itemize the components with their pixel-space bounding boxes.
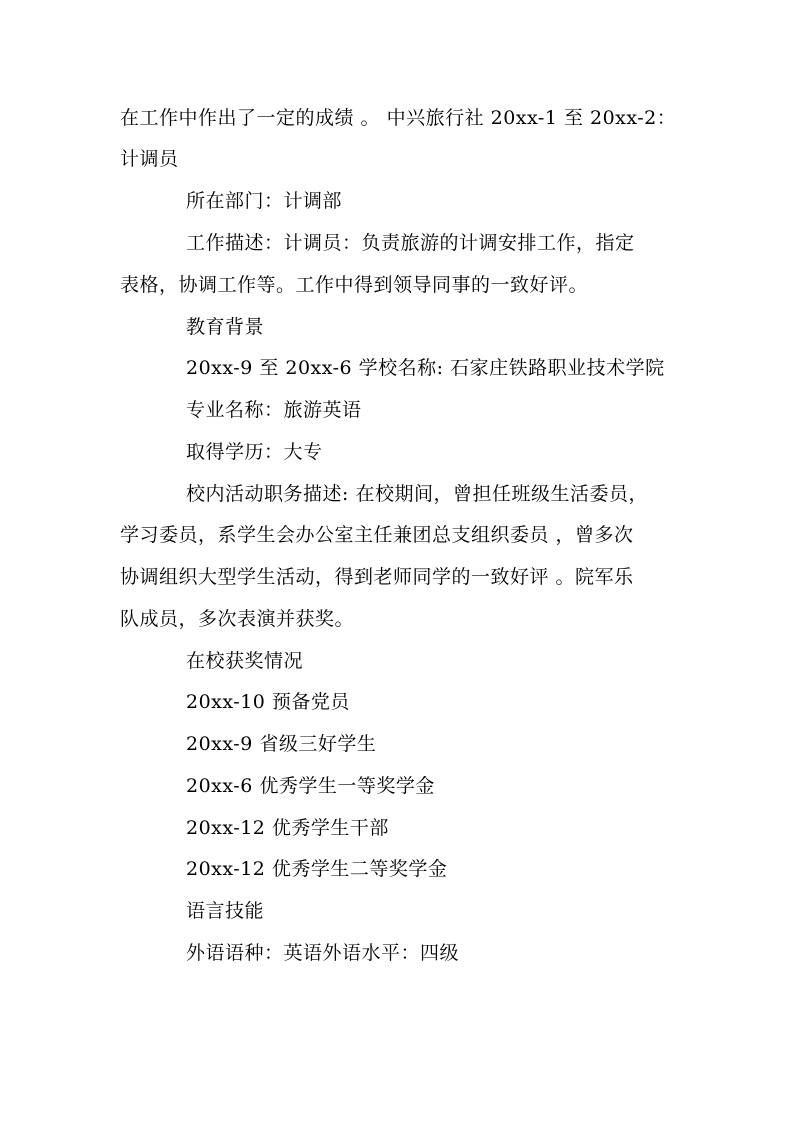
award-item: 20xx-10 预备党员: [186, 691, 350, 713]
department-line: 所在部门：计调部: [186, 190, 343, 212]
job-description-line: 工作描述：计调员：负责旅游的计调安排工作，指定: [186, 232, 635, 254]
section-heading-awards: 在校获奖情况: [186, 650, 304, 672]
paragraph-line: 表格，协调工作等。工作中得到领导同事的一致好评。: [120, 274, 589, 296]
paragraph-line: 在工作中作出了一定的成绩 。 中兴旅行社 20xx-1 至 20xx-2：: [120, 107, 677, 129]
paragraph-line: 队成员，多次表演并获奖。: [120, 608, 355, 630]
language-line: 外语语种：英语外语水平：四级: [186, 942, 460, 964]
paragraph-line: 学习委员，系学生会办公室主任兼团总支组织委员 ，曾多次: [120, 524, 634, 546]
section-heading-language: 语言技能: [186, 900, 265, 922]
school-line: 20xx-9 至 20xx-6 学校名称: 石家庄铁路职业技术学院: [186, 357, 665, 379]
award-item: 20xx-12 优秀学生干部: [186, 817, 389, 839]
paragraph-line: 协调组织大型学生活动，得到老师同学的一致好评 。院军乐: [120, 566, 634, 588]
award-item: 20xx-9 省级三好学生: [186, 733, 377, 755]
campus-activity-line: 校内活动职务描述: 在校期间，曾担任班级生活委员，: [186, 483, 648, 505]
major-line: 专业名称：旅游英语: [186, 399, 362, 421]
section-heading-education: 教育背景: [186, 316, 265, 338]
award-item: 20xx-12 优秀学生二等奖学金: [186, 858, 448, 880]
degree-line: 取得学历：大专: [186, 441, 323, 463]
award-item: 20xx-6 优秀学生一等奖学金: [186, 775, 435, 797]
paragraph-line: 计调员: [120, 148, 179, 170]
